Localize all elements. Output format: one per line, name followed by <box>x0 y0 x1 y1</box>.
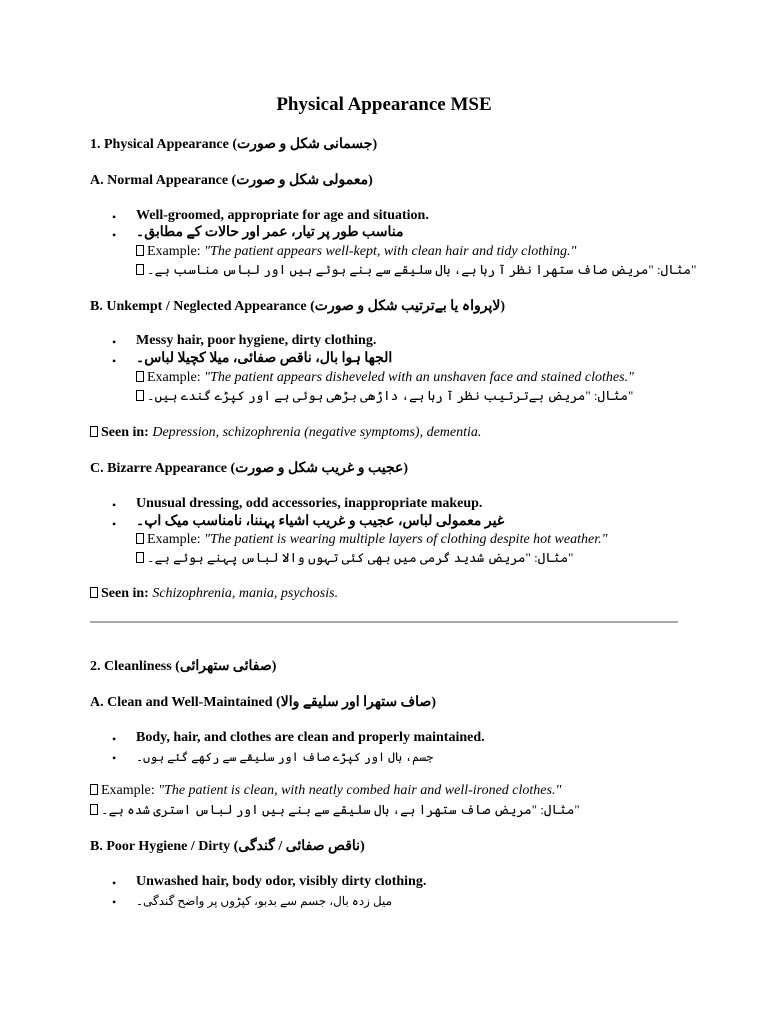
section-1c-heading: C. Bizarre Appearance (عجیب و غریب شکل و صورت) <box>90 461 409 476</box>
urdu-example: مثال: "مریض شدید گرمی میں بھی کئی تہوں والا لباس پہنے ہوئے ہے۔" <box>147 550 574 565</box>
urdu-example-line <box>136 262 696 278</box>
example-text: "The patient appears well-kept, with clean hair and tidy clothing." <box>204 244 577 259</box>
missing-glyph-icon <box>90 804 98 815</box>
example-line <box>136 370 634 386</box>
bullet-text-urdu: مناسب طور پر تیار، عمر اور حالات کے مطابق۔ <box>136 225 404 240</box>
missing-glyph-icon <box>136 264 144 275</box>
bullet-dot: • <box>112 354 117 368</box>
urdu-example-line <box>136 388 633 404</box>
bullet-dot: • <box>112 876 117 890</box>
section-2b-heading: B. Poor Hygiene / Dirty (ناقص صفائی / گندگی) <box>90 839 365 854</box>
bullet-dot: • <box>112 335 117 349</box>
bullet-text: Unusual dressing, odd accessories, inappropriate makeup. <box>136 496 483 511</box>
bullet-dot: • <box>112 732 117 746</box>
missing-glyph-icon <box>136 533 144 544</box>
page-title: Physical Appearance MSE <box>276 94 492 115</box>
example-line <box>136 532 608 548</box>
bullet-text-urdu: میل زدہ بال، جسم سے بدبو، کپڑوں پر واضح گندگی۔ <box>136 894 393 908</box>
urdu-example: مثال: "مریض صاف ستھرا ہے، بال سلیقے سے بنے ہیں اور لباس استری شدہ ہے۔" <box>101 802 580 817</box>
example-label: Example: <box>101 783 155 798</box>
example-text: "The patient is wearing multiple layers of clothing despite hot weather." <box>204 532 608 547</box>
bullet-dot: • <box>112 210 117 224</box>
example-label: Example: <box>147 532 201 547</box>
example-label: Example: <box>147 370 201 385</box>
urdu-example: مثال: "مریض صاف ستھرا نظر آ رہا ہے، بال سلیقے سے بنے ہوئے ہیں اور لباس مناسب ہے۔" <box>147 262 697 277</box>
example-text: "The patient appears disheveled with an unshaven face and stained clothes." <box>204 370 634 385</box>
bullet-text-urdu: الجھا ہوا بال، ناقص صفائی، میلا کچیلا لباس۔ <box>136 351 393 366</box>
seen-in-text: Schizophrenia, mania, psychosis. <box>152 586 339 601</box>
seen-in-line <box>90 586 338 602</box>
bullet-dot: • <box>112 498 117 512</box>
bullet-dot: • <box>112 751 117 765</box>
bullet-text: Body, hair, and clothes are clean and properly maintained. <box>136 730 485 745</box>
seen-in-line <box>90 425 481 441</box>
urdu-example-line <box>90 802 580 818</box>
urdu-example-line <box>136 550 573 566</box>
missing-glyph-icon <box>90 426 98 437</box>
missing-glyph-icon <box>136 371 144 382</box>
section-1b-heading: B. Unkempt / Neglected Appearance (لاپرواہ یا بےترتیب شکل و صورت) <box>90 299 506 314</box>
bullet-text-urdu: جسم، بال اور کپڑے صاف اور سلیقے سے رکھے گئے ہوں۔ <box>136 750 434 764</box>
missing-glyph-icon <box>90 587 98 598</box>
bullet-text: Well-groomed, appropriate for age and situation. <box>136 208 429 223</box>
bullet-dot: • <box>112 895 117 909</box>
example-text: "The patient is clean, with neatly combed hair and well-ironed clothes." <box>158 783 562 798</box>
example-line <box>90 783 561 799</box>
bullet-text: Unwashed hair, body odor, visibly dirty clothing. <box>136 874 427 889</box>
section-2a-heading: A. Clean and Well-Maintained (صاف ستھرا اور سلیقے والا) <box>90 695 436 710</box>
urdu-example: مثال: "مریض بےترتیب نظر آ رہا ہے، داڑھی بڑھی ہوئی ہے اور کپڑے گندے ہیں۔" <box>147 388 634 403</box>
seen-in-label: Seen in: <box>101 586 149 601</box>
missing-glyph-icon <box>136 245 144 256</box>
section-1a-heading: A. Normal Appearance (معمولی شکل و صورت) <box>90 173 373 188</box>
bullet-text: Messy hair, poor hygiene, dirty clothing. <box>136 333 377 348</box>
seen-in-text: Depression, schizophrenia (negative symptoms), dementia. <box>152 425 482 440</box>
missing-glyph-icon <box>136 390 144 401</box>
section-1-heading: 1. Physical Appearance (جسمانی شکل و صورت) <box>90 137 378 152</box>
missing-glyph-icon <box>90 784 98 795</box>
missing-glyph-icon <box>136 552 144 563</box>
example-label: Example: <box>147 244 201 259</box>
section-2-heading: 2. Cleanliness (صفائی ستھرائی) <box>90 659 277 674</box>
seen-in-label: Seen in: <box>101 425 149 440</box>
horizontal-divider <box>90 621 678 623</box>
example-line <box>136 244 576 260</box>
bullet-text-urdu: غیر معمولی لباس، عجیب و غریب اشیاء پہننا، نامناسب میک اپ۔ <box>136 514 505 529</box>
bullet-dot: • <box>112 517 117 531</box>
bullet-dot: • <box>112 228 117 242</box>
